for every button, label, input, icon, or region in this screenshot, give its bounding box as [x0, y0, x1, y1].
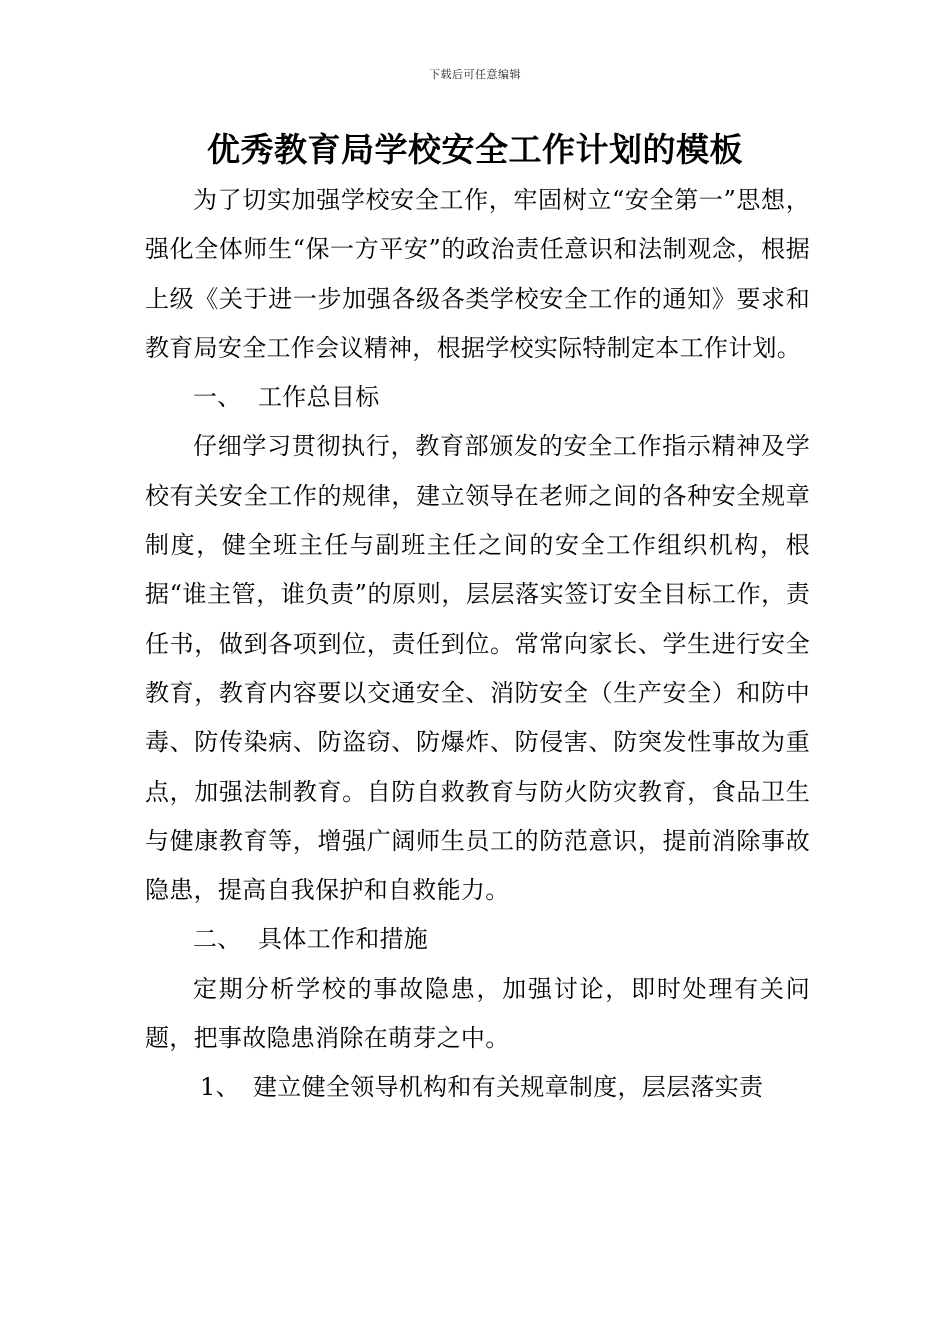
header-note: 下载后可任意编辑 — [429, 68, 521, 81]
section-1-paragraph: 仔细学习贯彻执行，教育部颁发的安全工作指示精神及学校有关安全工作的规律，建立领导在老师之间的各种安全规章制度，健全班主任与副班主任之间的安全工作组织机构，根据“谁主管，谁负责”的原则，层层落实签订安全目标工作，责任书，做到各项到位，责任到位。常常向家长、学生进行安全教育，教育内容要以交通安全、消防安全（生产安全）和防中毒、防传染病、防盗窃、防爆炸、防侵害、防突发性事故为重点，加强法制教育。自防自救教育与防火防灾教育，食品卫生与健康教育等，增强广阔师生员工的防范意识，提前消除事故隐患，提高自我保护和自救能力。 — [145, 432, 810, 905]
document-body — [145, 176, 810, 1113]
section-1-title: 工作总目标 — [258, 383, 380, 412]
item-1-line — [145, 1063, 810, 1112]
section-1-heading — [145, 373, 810, 422]
document-title: 优秀教育局学校安全工作计划的模板 — [207, 130, 743, 169]
intro-paragraph: 为了切实加强学校安全工作，牢固树立“安全第一”思想，强化全体师生“保一方平安”的政治责任意识和法制观念，根据上级《关于进一步加强各级各类学校安全工作的通知》要求和教育局安全工作会议精神，根据学校实际特制定本工作计划。 — [145, 186, 810, 362]
section-2-heading — [145, 915, 810, 964]
section-2-number: 二、 — [193, 925, 242, 954]
item-1-text: 建立健全领导机构和有关规章制度，层层落实责 — [253, 1073, 764, 1102]
section-2-paragraph: 定期分析学校的事故隐患，加强讨论，即时处理有关问题，把事故隐患消除在萌芽之中。 — [145, 974, 810, 1053]
section-2-title: 具体工作和措施 — [258, 925, 429, 954]
item-1-number: 1、 — [200, 1073, 240, 1102]
section-1-number: 一、 — [193, 383, 242, 412]
